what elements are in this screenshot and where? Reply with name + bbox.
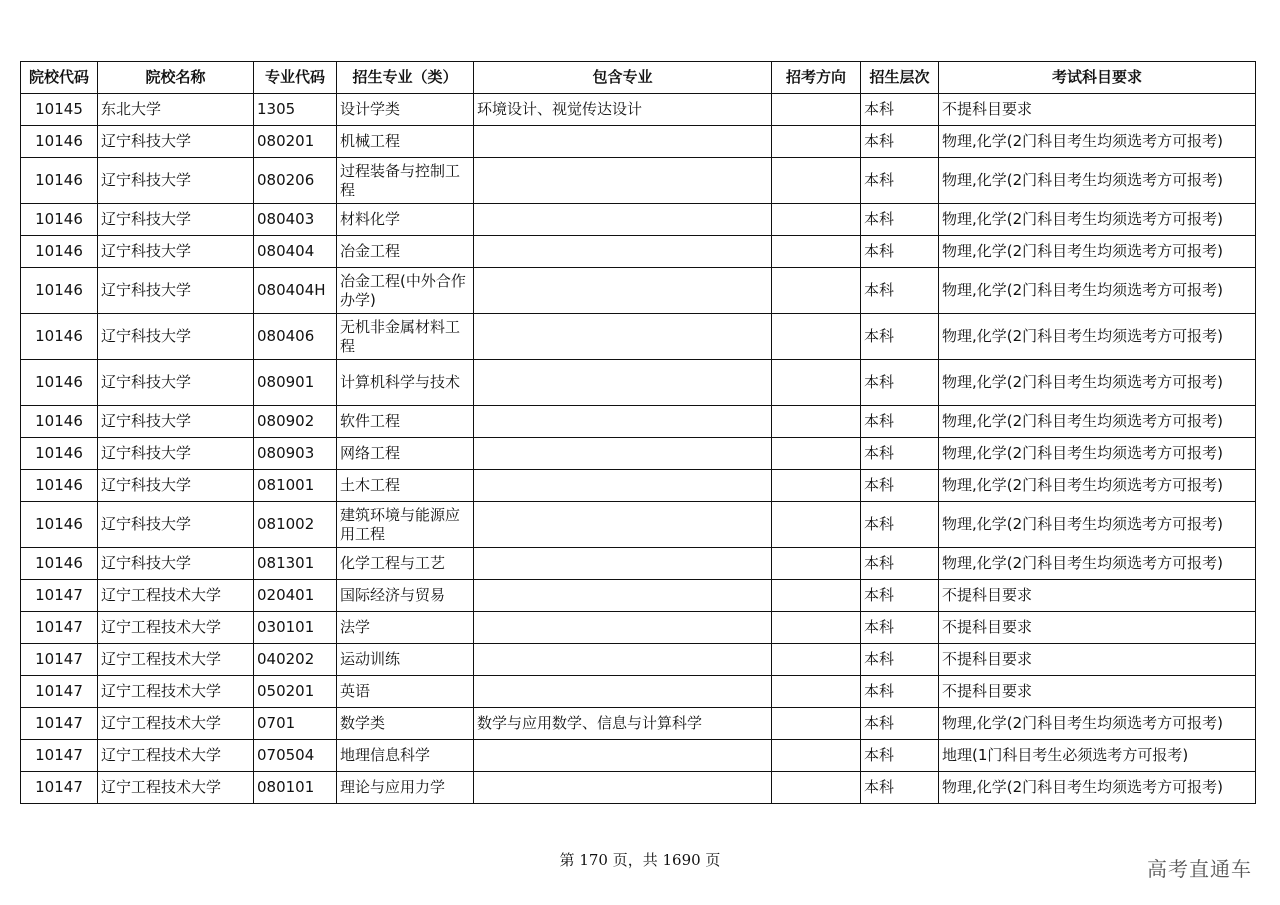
major-cell: 冶金工程 (337, 236, 474, 268)
major-cell: 数学类 (337, 708, 474, 740)
direction-cell (772, 580, 861, 612)
table-row (21, 236, 1256, 268)
major-cell: 化学工程与工艺 (337, 548, 474, 580)
level-cell: 本科 (861, 94, 939, 126)
major-cell: 土木工程 (337, 470, 474, 502)
major-code-cell: 080406 (254, 314, 337, 360)
major-code-cell: 0701 (254, 708, 337, 740)
level-cell: 本科 (861, 502, 939, 548)
level-cell: 本科 (861, 438, 939, 470)
school-name-cell: 辽宁科技大学 (98, 126, 254, 158)
level-cell: 本科 (861, 708, 939, 740)
major-cell: 机械工程 (337, 126, 474, 158)
header-major-code: 专业代码 (254, 62, 337, 94)
school-name-cell: 辽宁工程技术大学 (98, 676, 254, 708)
major-cell: 理论与应用力学 (337, 772, 474, 804)
major-code-cell: 081002 (254, 502, 337, 548)
table-row (21, 438, 1256, 470)
major-cell: 材料化学 (337, 204, 474, 236)
table-row (21, 360, 1256, 406)
major-cell: 地理信息科学 (337, 740, 474, 772)
included-majors-cell (474, 644, 772, 676)
level-cell: 本科 (861, 644, 939, 676)
major-code-cell: 081301 (254, 548, 337, 580)
included-majors-cell (474, 740, 772, 772)
school-name-cell: 辽宁科技大学 (98, 158, 254, 204)
subject-requirement-cell: 物理,化学(2门科目考生均须选考方可报考) (939, 470, 1256, 502)
direction-cell (772, 644, 861, 676)
major-code-cell: 020401 (254, 580, 337, 612)
subject-requirement-cell: 地理(1门科目考生必须选考方可报考) (939, 740, 1256, 772)
school-name-cell: 辽宁科技大学 (98, 470, 254, 502)
school-name-cell: 辽宁工程技术大学 (98, 708, 254, 740)
watermark-text: 高考直通车 (1147, 857, 1252, 881)
subject-requirement-cell: 物理,化学(2门科目考生均须选考方可报考) (939, 708, 1256, 740)
direction-cell (772, 126, 861, 158)
major-code-cell: 081001 (254, 470, 337, 502)
direction-cell (772, 502, 861, 548)
major-cell: 软件工程 (337, 406, 474, 438)
major-code-cell: 080903 (254, 438, 337, 470)
major-cell: 计算机科学与技术 (337, 360, 474, 406)
subject-requirement-cell: 物理,化学(2门科目考生均须选考方可报考) (939, 548, 1256, 580)
level-cell: 本科 (861, 740, 939, 772)
header-school-name: 院校名称 (98, 62, 254, 94)
major-code-cell: 080201 (254, 126, 337, 158)
admission-table (20, 61, 1256, 804)
table-row (21, 158, 1256, 204)
direction-cell (772, 360, 861, 406)
school-code-cell: 10146 (21, 204, 98, 236)
direction-cell (772, 708, 861, 740)
direction-cell (772, 740, 861, 772)
subject-requirement-cell: 物理,化学(2门科目考生均须选考方可报考) (939, 406, 1256, 438)
table-row (21, 406, 1256, 438)
subject-requirement-cell: 不提科目要求 (939, 580, 1256, 612)
included-majors-cell (474, 314, 772, 360)
major-cell: 运动训练 (337, 644, 474, 676)
table-row (21, 314, 1256, 360)
included-majors-cell: 环境设计、视觉传达设计 (474, 94, 772, 126)
major-code-cell: 080206 (254, 158, 337, 204)
major-code-cell: 070504 (254, 740, 337, 772)
school-code-cell: 10146 (21, 438, 98, 470)
level-cell: 本科 (861, 360, 939, 406)
major-code-cell: 080101 (254, 772, 337, 804)
level-cell: 本科 (861, 406, 939, 438)
school-code-cell: 10147 (21, 772, 98, 804)
header-school-code: 院校代码 (21, 62, 98, 94)
subject-requirement-cell: 不提科目要求 (939, 94, 1256, 126)
direction-cell (772, 94, 861, 126)
subject-requirement-cell: 物理,化学(2门科目考生均须选考方可报考) (939, 236, 1256, 268)
direction-cell (772, 772, 861, 804)
major-code-cell: 080404H (254, 268, 337, 314)
direction-cell (772, 612, 861, 644)
included-majors-cell (474, 580, 772, 612)
school-code-cell: 10147 (21, 580, 98, 612)
level-cell: 本科 (861, 314, 939, 360)
subject-requirement-cell: 不提科目要求 (939, 612, 1256, 644)
direction-cell (772, 158, 861, 204)
header-included-majors: 包含专业 (474, 62, 772, 94)
major-code-cell: 080901 (254, 360, 337, 406)
subject-requirement-cell: 物理,化学(2门科目考生均须选考方可报考) (939, 126, 1256, 158)
major-cell: 法学 (337, 612, 474, 644)
major-cell: 无机非金属材料工程 (337, 314, 474, 360)
school-name-cell: 辽宁科技大学 (98, 438, 254, 470)
school-code-cell: 10146 (21, 360, 98, 406)
table-row (21, 708, 1256, 740)
included-majors-cell (474, 772, 772, 804)
table-row (21, 502, 1256, 548)
direction-cell (772, 236, 861, 268)
school-name-cell: 东北大学 (98, 94, 254, 126)
header-row (21, 62, 1256, 94)
included-majors-cell (474, 268, 772, 314)
school-name-cell: 辽宁工程技术大学 (98, 580, 254, 612)
major-cell: 英语 (337, 676, 474, 708)
major-cell: 过程装备与控制工程 (337, 158, 474, 204)
included-majors-cell (474, 438, 772, 470)
included-majors-cell: 数学与应用数学、信息与计算科学 (474, 708, 772, 740)
included-majors-cell (474, 204, 772, 236)
direction-cell (772, 406, 861, 438)
included-majors-cell (474, 612, 772, 644)
level-cell: 本科 (861, 772, 939, 804)
school-name-cell: 辽宁工程技术大学 (98, 740, 254, 772)
level-cell: 本科 (861, 548, 939, 580)
school-code-cell: 10145 (21, 94, 98, 126)
major-cell: 建筑环境与能源应用工程 (337, 502, 474, 548)
direction-cell (772, 548, 861, 580)
subject-requirement-cell: 物理,化学(2门科目考生均须选考方可报考) (939, 438, 1256, 470)
subject-requirement-cell: 物理,化学(2门科目考生均须选考方可报考) (939, 204, 1256, 236)
major-code-cell: 040202 (254, 644, 337, 676)
direction-cell (772, 438, 861, 470)
major-cell: 冶金工程(中外合作办学) (337, 268, 474, 314)
school-code-cell: 10146 (21, 314, 98, 360)
table-row (21, 676, 1256, 708)
school-name-cell: 辽宁科技大学 (98, 360, 254, 406)
subject-requirement-cell: 不提科目要求 (939, 644, 1256, 676)
table-row (21, 580, 1256, 612)
major-cell: 设计学类 (337, 94, 474, 126)
major-code-cell: 050201 (254, 676, 337, 708)
major-cell: 网络工程 (337, 438, 474, 470)
level-cell: 本科 (861, 612, 939, 644)
subject-requirement-cell: 物理,化学(2门科目考生均须选考方可报考) (939, 772, 1256, 804)
school-code-cell: 10147 (21, 644, 98, 676)
subject-requirement-cell: 不提科目要求 (939, 676, 1256, 708)
major-code-cell: 030101 (254, 612, 337, 644)
major-code-cell: 080403 (254, 204, 337, 236)
header-major: 招生专业（类） (337, 62, 474, 94)
school-name-cell: 辽宁工程技术大学 (98, 612, 254, 644)
major-code-cell: 080404 (254, 236, 337, 268)
direction-cell (772, 268, 861, 314)
school-code-cell: 10146 (21, 236, 98, 268)
table-row (21, 470, 1256, 502)
direction-cell (772, 676, 861, 708)
level-cell: 本科 (861, 204, 939, 236)
level-cell: 本科 (861, 236, 939, 268)
table-row (21, 740, 1256, 772)
table-row (21, 644, 1256, 676)
school-name-cell: 辽宁科技大学 (98, 236, 254, 268)
included-majors-cell (474, 126, 772, 158)
major-cell: 国际经济与贸易 (337, 580, 474, 612)
direction-cell (772, 470, 861, 502)
included-majors-cell (474, 236, 772, 268)
school-code-cell: 10146 (21, 126, 98, 158)
table-row (21, 548, 1256, 580)
school-code-cell: 10146 (21, 548, 98, 580)
included-majors-cell (474, 676, 772, 708)
school-code-cell: 10147 (21, 740, 98, 772)
major-code-cell: 1305 (254, 94, 337, 126)
level-cell: 本科 (861, 158, 939, 204)
school-code-cell: 10146 (21, 268, 98, 314)
school-name-cell: 辽宁科技大学 (98, 314, 254, 360)
included-majors-cell (474, 548, 772, 580)
school-code-cell: 10147 (21, 676, 98, 708)
table-body (21, 94, 1256, 804)
school-code-cell: 10146 (21, 158, 98, 204)
school-name-cell: 辽宁科技大学 (98, 548, 254, 580)
header-level: 招生层次 (861, 62, 939, 94)
included-majors-cell (474, 502, 772, 548)
header-subject-requirement: 考试科目要求 (939, 62, 1256, 94)
level-cell: 本科 (861, 470, 939, 502)
included-majors-cell (474, 158, 772, 204)
school-code-cell: 10147 (21, 708, 98, 740)
direction-cell (772, 204, 861, 236)
subject-requirement-cell: 物理,化学(2门科目考生均须选考方可报考) (939, 268, 1256, 314)
level-cell: 本科 (861, 126, 939, 158)
school-code-cell: 10146 (21, 406, 98, 438)
major-code-cell: 080902 (254, 406, 337, 438)
level-cell: 本科 (861, 268, 939, 314)
page-number: 第 170 页，共 1690 页 (559, 851, 721, 869)
school-name-cell: 辽宁科技大学 (98, 406, 254, 438)
table-row (21, 204, 1256, 236)
school-code-cell: 10147 (21, 612, 98, 644)
included-majors-cell (474, 406, 772, 438)
level-cell: 本科 (861, 676, 939, 708)
subject-requirement-cell: 物理,化学(2门科目考生均须选考方可报考) (939, 158, 1256, 204)
table-row (21, 612, 1256, 644)
table-row (21, 268, 1256, 314)
header-direction: 招考方向 (772, 62, 861, 94)
direction-cell (772, 314, 861, 360)
school-name-cell: 辽宁科技大学 (98, 268, 254, 314)
school-code-cell: 10146 (21, 470, 98, 502)
included-majors-cell (474, 470, 772, 502)
included-majors-cell (474, 360, 772, 406)
school-name-cell: 辽宁工程技术大学 (98, 644, 254, 676)
school-name-cell: 辽宁工程技术大学 (98, 772, 254, 804)
level-cell: 本科 (861, 580, 939, 612)
table-row (21, 94, 1256, 126)
school-code-cell: 10146 (21, 502, 98, 548)
subject-requirement-cell: 物理,化学(2门科目考生均须选考方可报考) (939, 502, 1256, 548)
subject-requirement-cell: 物理,化学(2门科目考生均须选考方可报考) (939, 360, 1256, 406)
subject-requirement-cell: 物理,化学(2门科目考生均须选考方可报考) (939, 314, 1256, 360)
table-row (21, 772, 1256, 804)
school-name-cell: 辽宁科技大学 (98, 502, 254, 548)
table-row (21, 126, 1256, 158)
school-name-cell: 辽宁科技大学 (98, 204, 254, 236)
